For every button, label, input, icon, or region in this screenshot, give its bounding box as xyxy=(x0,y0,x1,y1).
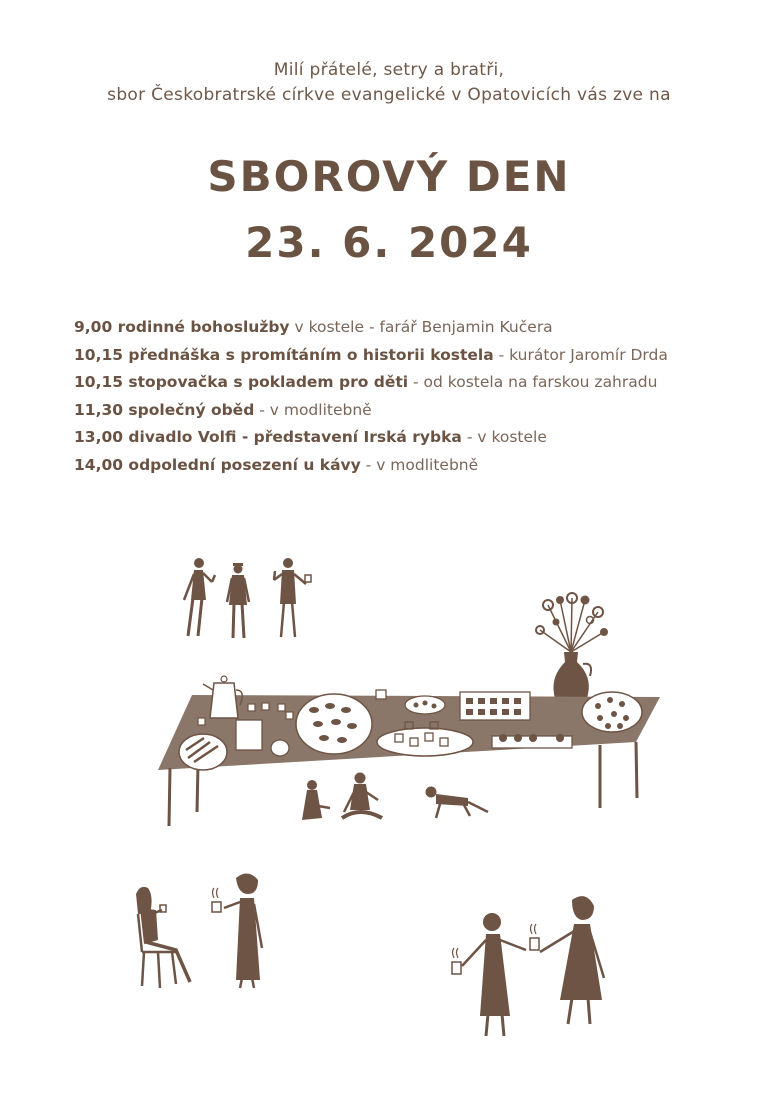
cake-tray xyxy=(460,692,530,720)
woman-with-mug xyxy=(212,873,262,988)
program-item-main: 14,00 odpolední posezení u kávy xyxy=(74,455,361,474)
intro-greeting: Milí přátelé, setry a bratři, xyxy=(273,60,505,80)
program-item-main: 10,15 stopovačka s pokladem pro děti xyxy=(74,373,409,391)
program-item-main: 9,00 rodinné bohoslužby xyxy=(74,318,290,336)
program-item-detail: - v kostele xyxy=(461,428,547,446)
child-sitting xyxy=(302,780,330,820)
woman-on-chair xyxy=(136,887,190,988)
flower-vase xyxy=(536,593,608,710)
cups-tray xyxy=(377,728,473,756)
program-item-detail: - v modlitebně xyxy=(360,455,479,474)
program-item-main: 11,30 společný oběd xyxy=(74,400,255,419)
child-crawling xyxy=(426,787,489,819)
standing-person-hat xyxy=(227,563,249,638)
buffet-table xyxy=(158,676,660,826)
page-title: SBOROVÝ DEN xyxy=(207,152,571,201)
program-item-detail: v kostele - farář Benjamin Kučera xyxy=(289,318,553,336)
standing-person-with-cup xyxy=(274,558,311,637)
child-cross-legged xyxy=(342,773,382,819)
intro-invitation: sbor Českobratrské církve evangelické v Opatovicích vás zve na xyxy=(107,85,671,105)
standing-person-drinking xyxy=(184,558,215,636)
woman-right-toasting xyxy=(530,896,604,1024)
woman-left-toasting xyxy=(452,913,526,1036)
program-item-main: 13,00 divadlo Volfi - představení Irská rybka xyxy=(74,428,462,446)
program-item-detail: - kurátor Jaromír Drda xyxy=(493,345,668,364)
event-date: 23. 6. 2024 xyxy=(245,218,533,267)
program-item-main: 10,15 přednáška s promítáním o historii kostela xyxy=(74,345,494,364)
program-item-detail: - v modlitebně xyxy=(254,400,372,419)
program-item-detail: - od kostela na farskou zahradu xyxy=(408,373,658,391)
